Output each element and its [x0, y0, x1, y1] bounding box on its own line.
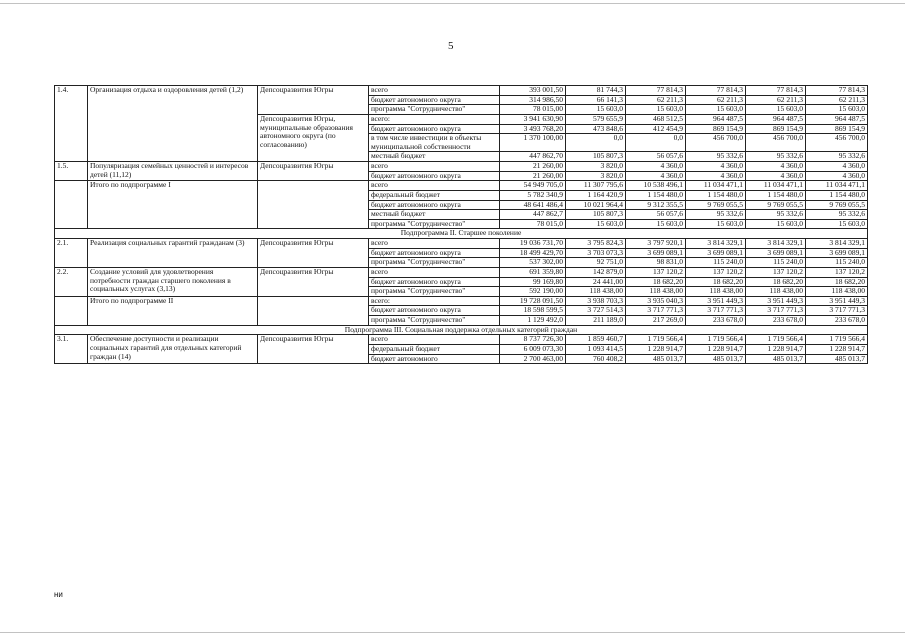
year-value: 118 438,00: [626, 287, 686, 297]
measure-name: Реализация социальных гарантий гражданам (3): [88, 239, 258, 268]
funding-source: бюджет автономного округа: [369, 200, 500, 210]
year-value: 15 603,0: [806, 219, 868, 229]
year-value: 9 312 355,5: [626, 200, 686, 210]
year-value: 4 360,0: [686, 162, 746, 172]
year-value: 1 154 480,0: [626, 190, 686, 200]
year-value: 233 678,0: [686, 316, 746, 326]
year-value: 4 360,0: [806, 171, 868, 181]
year-value: 118 438,00: [746, 287, 806, 297]
row-number: 3.1.: [55, 335, 88, 364]
year-value: 1 719 566,4: [746, 335, 806, 345]
year-value: 3 814 329,1: [806, 239, 868, 249]
year-value: 10 021 964,4: [566, 200, 626, 210]
year-value: 579 655,9: [566, 114, 626, 124]
year-value: 0,0: [626, 134, 686, 152]
year-value: 95 332,6: [806, 210, 868, 220]
year-value: 9 769 055,5: [806, 200, 868, 210]
total-value: 537 302,00: [500, 258, 566, 268]
subprogram-title: Подпрограмма II. Старшее поколение: [55, 229, 868, 239]
year-value: 456 700,0: [686, 134, 746, 152]
measure-name: Обеспечение доступности и реализации социальных гарантий для отдельных категорий граждан (14): [88, 335, 258, 364]
footer-mark: ни: [54, 590, 63, 599]
table-row: [55, 162, 868, 172]
measure-name: Создание условий для удовлетворения потребности граждан старшего поколения в социальных услугах (3,13): [88, 267, 258, 296]
funding-source: всего: [369, 162, 500, 172]
year-value: 1 154 480,0: [746, 190, 806, 200]
table-row: [55, 267, 868, 277]
year-value: 11 307 795,6: [566, 181, 626, 191]
funding-source: местный бюджет: [369, 152, 500, 162]
year-value: 3 935 040,3: [626, 296, 686, 306]
subprogram-row: [55, 229, 868, 239]
total-value: 48 641 486,4: [500, 200, 566, 210]
year-value: 3 699 089,1: [626, 248, 686, 258]
year-value: 62 211,3: [746, 95, 806, 105]
executor: Депсоцразвития Югры, муниципальные образования автономного округа (по согласованию): [258, 114, 369, 161]
year-value: 56 057,6: [626, 152, 686, 162]
year-value: 1 093 414,5: [566, 344, 626, 354]
page-number: 5: [448, 40, 454, 52]
year-value: 869 154,9: [686, 124, 746, 134]
funding-source: бюджет автономного округа: [369, 95, 500, 105]
executor: Депсоцразвития Югры: [258, 162, 369, 181]
table-row: [55, 86, 868, 96]
year-value: 62 211,3: [686, 95, 746, 105]
year-value: 15 603,0: [626, 105, 686, 115]
funding-source: всего:: [369, 114, 500, 124]
year-value: 1 719 566,4: [806, 335, 868, 345]
year-value: 24 441,00: [566, 277, 626, 287]
table-row: [55, 296, 868, 306]
year-value: 15 603,0: [626, 219, 686, 229]
year-value: 95 332,6: [686, 152, 746, 162]
row-number: 1.5.: [55, 162, 88, 181]
year-value: 869 154,9: [746, 124, 806, 134]
funding-source: в том числе инвестиции в объекты муниципальной собственности: [369, 134, 500, 152]
year-value: 3 820,0: [566, 171, 626, 181]
year-value: 18 682,20: [806, 277, 868, 287]
year-value: 217 269,0: [626, 316, 686, 326]
year-value: 3 699 089,1: [746, 248, 806, 258]
year-value: 137 120,2: [746, 267, 806, 277]
budget-table: [54, 85, 868, 364]
year-value: 115 240,0: [746, 258, 806, 268]
year-value: 473 848,6: [566, 124, 626, 134]
year-value: 233 678,0: [806, 316, 868, 326]
total-label: Итого по подпрограмме II: [88, 296, 258, 325]
funding-source: программа "Сотрудничество": [369, 219, 500, 229]
year-value: 3 717 771,3: [746, 306, 806, 316]
year-value: 485 013,7: [686, 354, 746, 364]
year-value: 3 717 771,3: [806, 306, 868, 316]
year-value: 1 719 566,4: [686, 335, 746, 345]
year-value: 95 332,6: [686, 210, 746, 220]
subprogram-row: [55, 325, 868, 335]
year-value: 1 859 460,7: [566, 335, 626, 345]
year-value: 118 438,00: [806, 287, 868, 297]
year-value: 4 360,0: [746, 162, 806, 172]
year-value: 98 831,0: [626, 258, 686, 268]
total-value: 3 493 768,20: [500, 124, 566, 134]
total-value: 18 499 429,70: [500, 248, 566, 258]
total-value: 21 260,00: [500, 162, 566, 172]
funding-source: всего:: [369, 296, 500, 306]
year-value: 62 211,3: [626, 95, 686, 105]
row-number: [55, 181, 88, 229]
table-row: [55, 181, 868, 191]
measure-name: Популяризация семейных ценностей и интересов детей (11,12): [88, 162, 258, 181]
year-value: 18 682,20: [686, 277, 746, 287]
measure-name: Организация отдыха и оздоровления детей (1,2): [88, 86, 258, 162]
year-value: 15 603,0: [746, 105, 806, 115]
row-number: 2.2.: [55, 267, 88, 296]
total-value: 99 169,80: [500, 277, 566, 287]
total-value: 78 015,0: [500, 219, 566, 229]
year-value: 66 141,3: [566, 95, 626, 105]
year-value: 62 211,3: [806, 95, 868, 105]
total-value: 1 129 492,0: [500, 316, 566, 326]
year-value: 95 332,6: [746, 210, 806, 220]
year-value: 11 034 471,1: [686, 181, 746, 191]
total-value: 592 190,00: [500, 287, 566, 297]
year-value: 15 603,0: [806, 105, 868, 115]
funding-source: программа "Сотрудничество": [369, 287, 500, 297]
year-value: 964 487,5: [806, 114, 868, 124]
funding-source: всего: [369, 267, 500, 277]
year-value: 137 120,2: [626, 267, 686, 277]
year-value: 1 719 566,4: [626, 335, 686, 345]
year-value: 15 603,0: [746, 219, 806, 229]
year-value: 211 189,0: [566, 316, 626, 326]
year-value: 1 228 914,7: [686, 344, 746, 354]
year-value: 95 332,6: [806, 152, 868, 162]
total-value: 5 782 340,9: [500, 190, 566, 200]
funding-source: федеральный бюджет: [369, 344, 500, 354]
total-value: 8 737 726,30: [500, 335, 566, 345]
subprogram-title: Подпрограмма III. Социальная поддержка отдельных категорий граждан: [55, 325, 868, 335]
year-value: 118 438,00: [566, 287, 626, 297]
year-value: 4 360,0: [746, 171, 806, 181]
year-value: 3 951 449,3: [686, 296, 746, 306]
funding-source: бюджет автономного округа: [369, 171, 500, 181]
executor: Депсоцразвития Югры: [258, 86, 369, 115]
year-value: 3 703 073,3: [566, 248, 626, 258]
total-value: 1 370 100,00: [500, 134, 566, 152]
year-value: 15 603,0: [686, 105, 746, 115]
year-value: 56 057,6: [626, 210, 686, 220]
funding-source: всего: [369, 86, 500, 96]
total-value: 3 941 630,90: [500, 114, 566, 124]
funding-source: программа "Сотрудничество": [369, 316, 500, 326]
funding-source: бюджет автономного округа: [369, 248, 500, 258]
year-value: 964 487,5: [746, 114, 806, 124]
year-value: 485 013,7: [626, 354, 686, 364]
year-value: 10 538 496,1: [626, 181, 686, 191]
year-value: 15 603,0: [686, 219, 746, 229]
year-value: 118 438,00: [686, 287, 746, 297]
year-value: 3 797 920,1: [626, 239, 686, 249]
year-value: 4 360,0: [686, 171, 746, 181]
year-value: 485 013,7: [806, 354, 868, 364]
executor: [258, 181, 369, 229]
year-value: 1 228 914,7: [806, 344, 868, 354]
year-value: 1 154 480,0: [686, 190, 746, 200]
executor: Депсоцразвития Югры: [258, 267, 369, 296]
year-value: 4 360,0: [806, 162, 868, 172]
year-value: 3 814 329,1: [746, 239, 806, 249]
year-value: 3 699 089,1: [806, 248, 868, 258]
year-value: 3 717 771,3: [686, 306, 746, 316]
year-value: 468 512,5: [626, 114, 686, 124]
year-value: 964 487,5: [686, 114, 746, 124]
funding-source: бюджет автономного округа: [369, 124, 500, 134]
total-value: 19 728 091,50: [500, 296, 566, 306]
year-value: 9 769 055,5: [746, 200, 806, 210]
total-value: 2 700 463,00: [500, 354, 566, 364]
funding-source: бюджет автономного округа: [369, 306, 500, 316]
year-value: 0,0: [566, 134, 626, 152]
year-value: 77 814,3: [746, 86, 806, 96]
year-value: 77 814,3: [806, 86, 868, 96]
year-value: 115 240,0: [686, 258, 746, 268]
funding-source: всего: [369, 181, 500, 191]
year-value: 18 682,20: [626, 277, 686, 287]
total-value: 18 598 599,5: [500, 306, 566, 316]
year-value: 77 814,3: [686, 86, 746, 96]
funding-source: всего: [369, 335, 500, 345]
year-value: 1 164 420,9: [566, 190, 626, 200]
row-number: 2.1.: [55, 239, 88, 268]
total-value: 21 260,00: [500, 171, 566, 181]
year-value: 3 699 089,1: [686, 248, 746, 258]
year-value: 1 228 914,7: [626, 344, 686, 354]
year-value: 115 240,0: [806, 258, 868, 268]
total-value: 314 986,50: [500, 95, 566, 105]
year-value: 18 682,20: [746, 277, 806, 287]
year-value: 3 938 703,3: [566, 296, 626, 306]
total-value: 6 009 073,30: [500, 344, 566, 354]
year-value: 81 744,3: [566, 86, 626, 96]
year-value: 95 332,6: [746, 152, 806, 162]
funding-source: программа "Сотрудничество": [369, 105, 500, 115]
year-value: 3 727 514,3: [566, 306, 626, 316]
year-value: 3 951 449,3: [746, 296, 806, 306]
total-value: 54 949 705,0: [500, 181, 566, 191]
total-value: 19 036 731,70: [500, 239, 566, 249]
year-value: 3 717 771,3: [626, 306, 686, 316]
year-value: 1 154 480,0: [806, 190, 868, 200]
year-value: 4 360,0: [626, 171, 686, 181]
year-value: 9 769 055,5: [686, 200, 746, 210]
total-value: 393 001,50: [500, 86, 566, 96]
year-value: 15 603,0: [566, 219, 626, 229]
year-value: 105 807,3: [566, 152, 626, 162]
year-value: 1 228 914,7: [746, 344, 806, 354]
funding-source: федеральный бюджет: [369, 190, 500, 200]
table-row: [55, 335, 868, 345]
year-value: 11 034 471,1: [806, 181, 868, 191]
year-value: 137 120,2: [806, 267, 868, 277]
scan-edge-bottom: [0, 632, 905, 633]
year-value: 456 700,0: [746, 134, 806, 152]
funding-source: местный бюджет: [369, 210, 500, 220]
total-label: Итого по подпрограмме I: [88, 181, 258, 229]
total-value: 691 359,80: [500, 267, 566, 277]
year-value: 137 120,2: [686, 267, 746, 277]
year-value: 142 879,0: [566, 267, 626, 277]
funding-source: бюджет автономного: [369, 354, 500, 364]
year-value: 92 751,0: [566, 258, 626, 268]
total-value: 447 862,70: [500, 152, 566, 162]
year-value: 3 951 449,3: [806, 296, 868, 306]
year-value: 3 820,0: [566, 162, 626, 172]
executor: Депсоцразвития Югры: [258, 335, 369, 364]
year-value: 4 360,0: [626, 162, 686, 172]
row-number: 1.4.: [55, 86, 88, 162]
year-value: 11 034 471,1: [746, 181, 806, 191]
year-value: 485 013,7: [746, 354, 806, 364]
year-value: 15 603,0: [566, 105, 626, 115]
year-value: 869 154,9: [806, 124, 868, 134]
funding-source: бюджет автономного округа: [369, 277, 500, 287]
year-value: 77 814,3: [626, 86, 686, 96]
total-value: 447 862,7: [500, 210, 566, 220]
row-number: [55, 296, 88, 325]
funding-source: всего: [369, 239, 500, 249]
scan-edge-top: [0, 3, 905, 4]
table-row: [55, 239, 868, 249]
executor: [258, 296, 369, 325]
year-value: 3 795 824,3: [566, 239, 626, 249]
year-value: 233 678,0: [746, 316, 806, 326]
year-value: 760 408,2: [566, 354, 626, 364]
executor: Депсоцразвития Югры: [258, 239, 369, 268]
year-value: 456 700,0: [806, 134, 868, 152]
year-value: 3 814 329,1: [686, 239, 746, 249]
funding-source: программа "Сотрудничество": [369, 258, 500, 268]
year-value: 105 807,3: [566, 210, 626, 220]
total-value: 78 015,00: [500, 105, 566, 115]
year-value: 412 454,9: [626, 124, 686, 134]
